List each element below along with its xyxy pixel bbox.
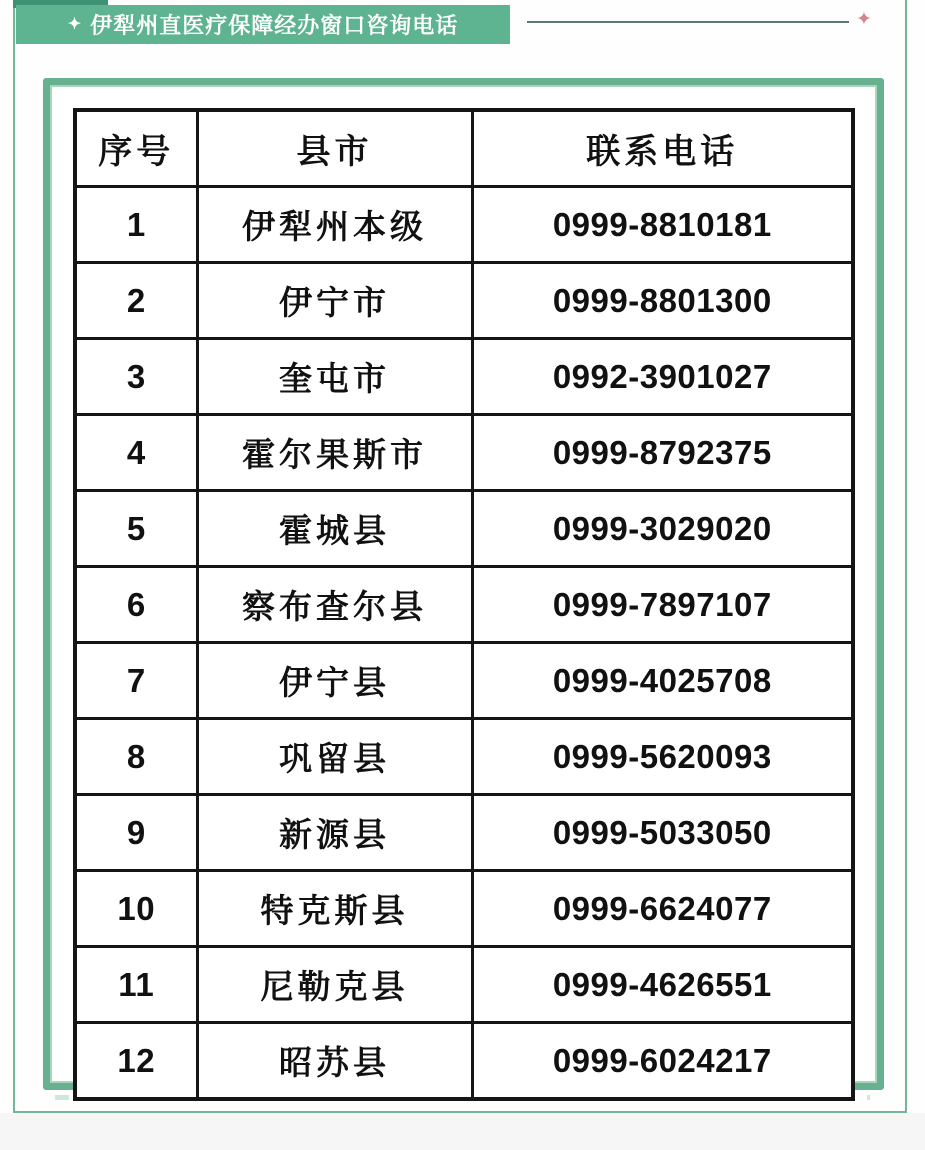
cell-phone: 0999-6624077 bbox=[472, 871, 853, 947]
cell-county: 察布查尔县 bbox=[197, 567, 472, 643]
cell-county: 昭苏县 bbox=[197, 1023, 472, 1100]
cell-phone: 0999-5033050 bbox=[472, 795, 853, 871]
table-row bbox=[75, 947, 853, 1023]
page-title-badge bbox=[16, 5, 510, 44]
table-header-row bbox=[75, 110, 853, 187]
cell-index: 5 bbox=[75, 491, 197, 567]
phone-directory-table bbox=[73, 108, 855, 1101]
cell-county: 伊犁州本级 bbox=[197, 187, 472, 263]
column-header-county: 县市 bbox=[197, 110, 472, 187]
cell-phone: 0999-3029020 bbox=[472, 491, 853, 567]
cell-phone: 0999-4626551 bbox=[472, 947, 853, 1023]
cell-phone: 0999-5620093 bbox=[472, 719, 853, 795]
cell-index: 6 bbox=[75, 567, 197, 643]
cell-phone: 0992-3901027 bbox=[472, 339, 853, 415]
cell-index: 8 bbox=[75, 719, 197, 795]
cell-index: 3 bbox=[75, 339, 197, 415]
cell-phone: 0999-6024217 bbox=[472, 1023, 853, 1100]
cell-county: 伊宁市 bbox=[197, 263, 472, 339]
cell-index: 7 bbox=[75, 643, 197, 719]
table-row bbox=[75, 263, 853, 339]
cell-index: 9 bbox=[75, 795, 197, 871]
diamond-icon: ✦ bbox=[856, 9, 872, 30]
right-edge-line bbox=[905, 0, 907, 1113]
table-row bbox=[75, 415, 853, 491]
table-row bbox=[75, 719, 853, 795]
column-header-index: 序号 bbox=[75, 110, 197, 187]
bottom-margin bbox=[0, 1113, 925, 1150]
cell-phone: 0999-4025708 bbox=[472, 643, 853, 719]
page-title: 伊犁州直医疗保障经办窗口咨询电话 bbox=[90, 13, 459, 38]
left-edge-line bbox=[13, 0, 15, 1113]
cell-index: 1 bbox=[75, 187, 197, 263]
cell-phone: 0999-8801300 bbox=[472, 263, 853, 339]
cell-index: 11 bbox=[75, 947, 197, 1023]
sparkle-icon: ✦ bbox=[67, 15, 83, 33]
cell-county: 奎屯市 bbox=[197, 339, 472, 415]
cell-phone: 0999-8810181 bbox=[472, 187, 853, 263]
cell-county: 霍尔果斯市 bbox=[197, 415, 472, 491]
table-row bbox=[75, 491, 853, 567]
cell-index: 10 bbox=[75, 871, 197, 947]
table-row bbox=[75, 339, 853, 415]
cell-county: 巩留县 bbox=[197, 719, 472, 795]
cell-index: 2 bbox=[75, 263, 197, 339]
column-header-phone: 联系电话 bbox=[472, 110, 853, 187]
cell-county: 特克斯县 bbox=[197, 871, 472, 947]
cell-phone: 0999-8792375 bbox=[472, 415, 853, 491]
table-row bbox=[75, 795, 853, 871]
cell-index: 4 bbox=[75, 415, 197, 491]
decor-line bbox=[527, 21, 849, 23]
cell-county: 新源县 bbox=[197, 795, 472, 871]
cell-phone: 0999-7897107 bbox=[472, 567, 853, 643]
table-row bbox=[75, 871, 853, 947]
table-row bbox=[75, 567, 853, 643]
cell-index: 12 bbox=[75, 1023, 197, 1100]
cell-county: 霍城县 bbox=[197, 491, 472, 567]
table-row bbox=[75, 643, 853, 719]
table-row bbox=[75, 187, 853, 263]
cell-county: 尼勒克县 bbox=[197, 947, 472, 1023]
cell-county: 伊宁县 bbox=[197, 643, 472, 719]
table-row bbox=[75, 1023, 853, 1100]
